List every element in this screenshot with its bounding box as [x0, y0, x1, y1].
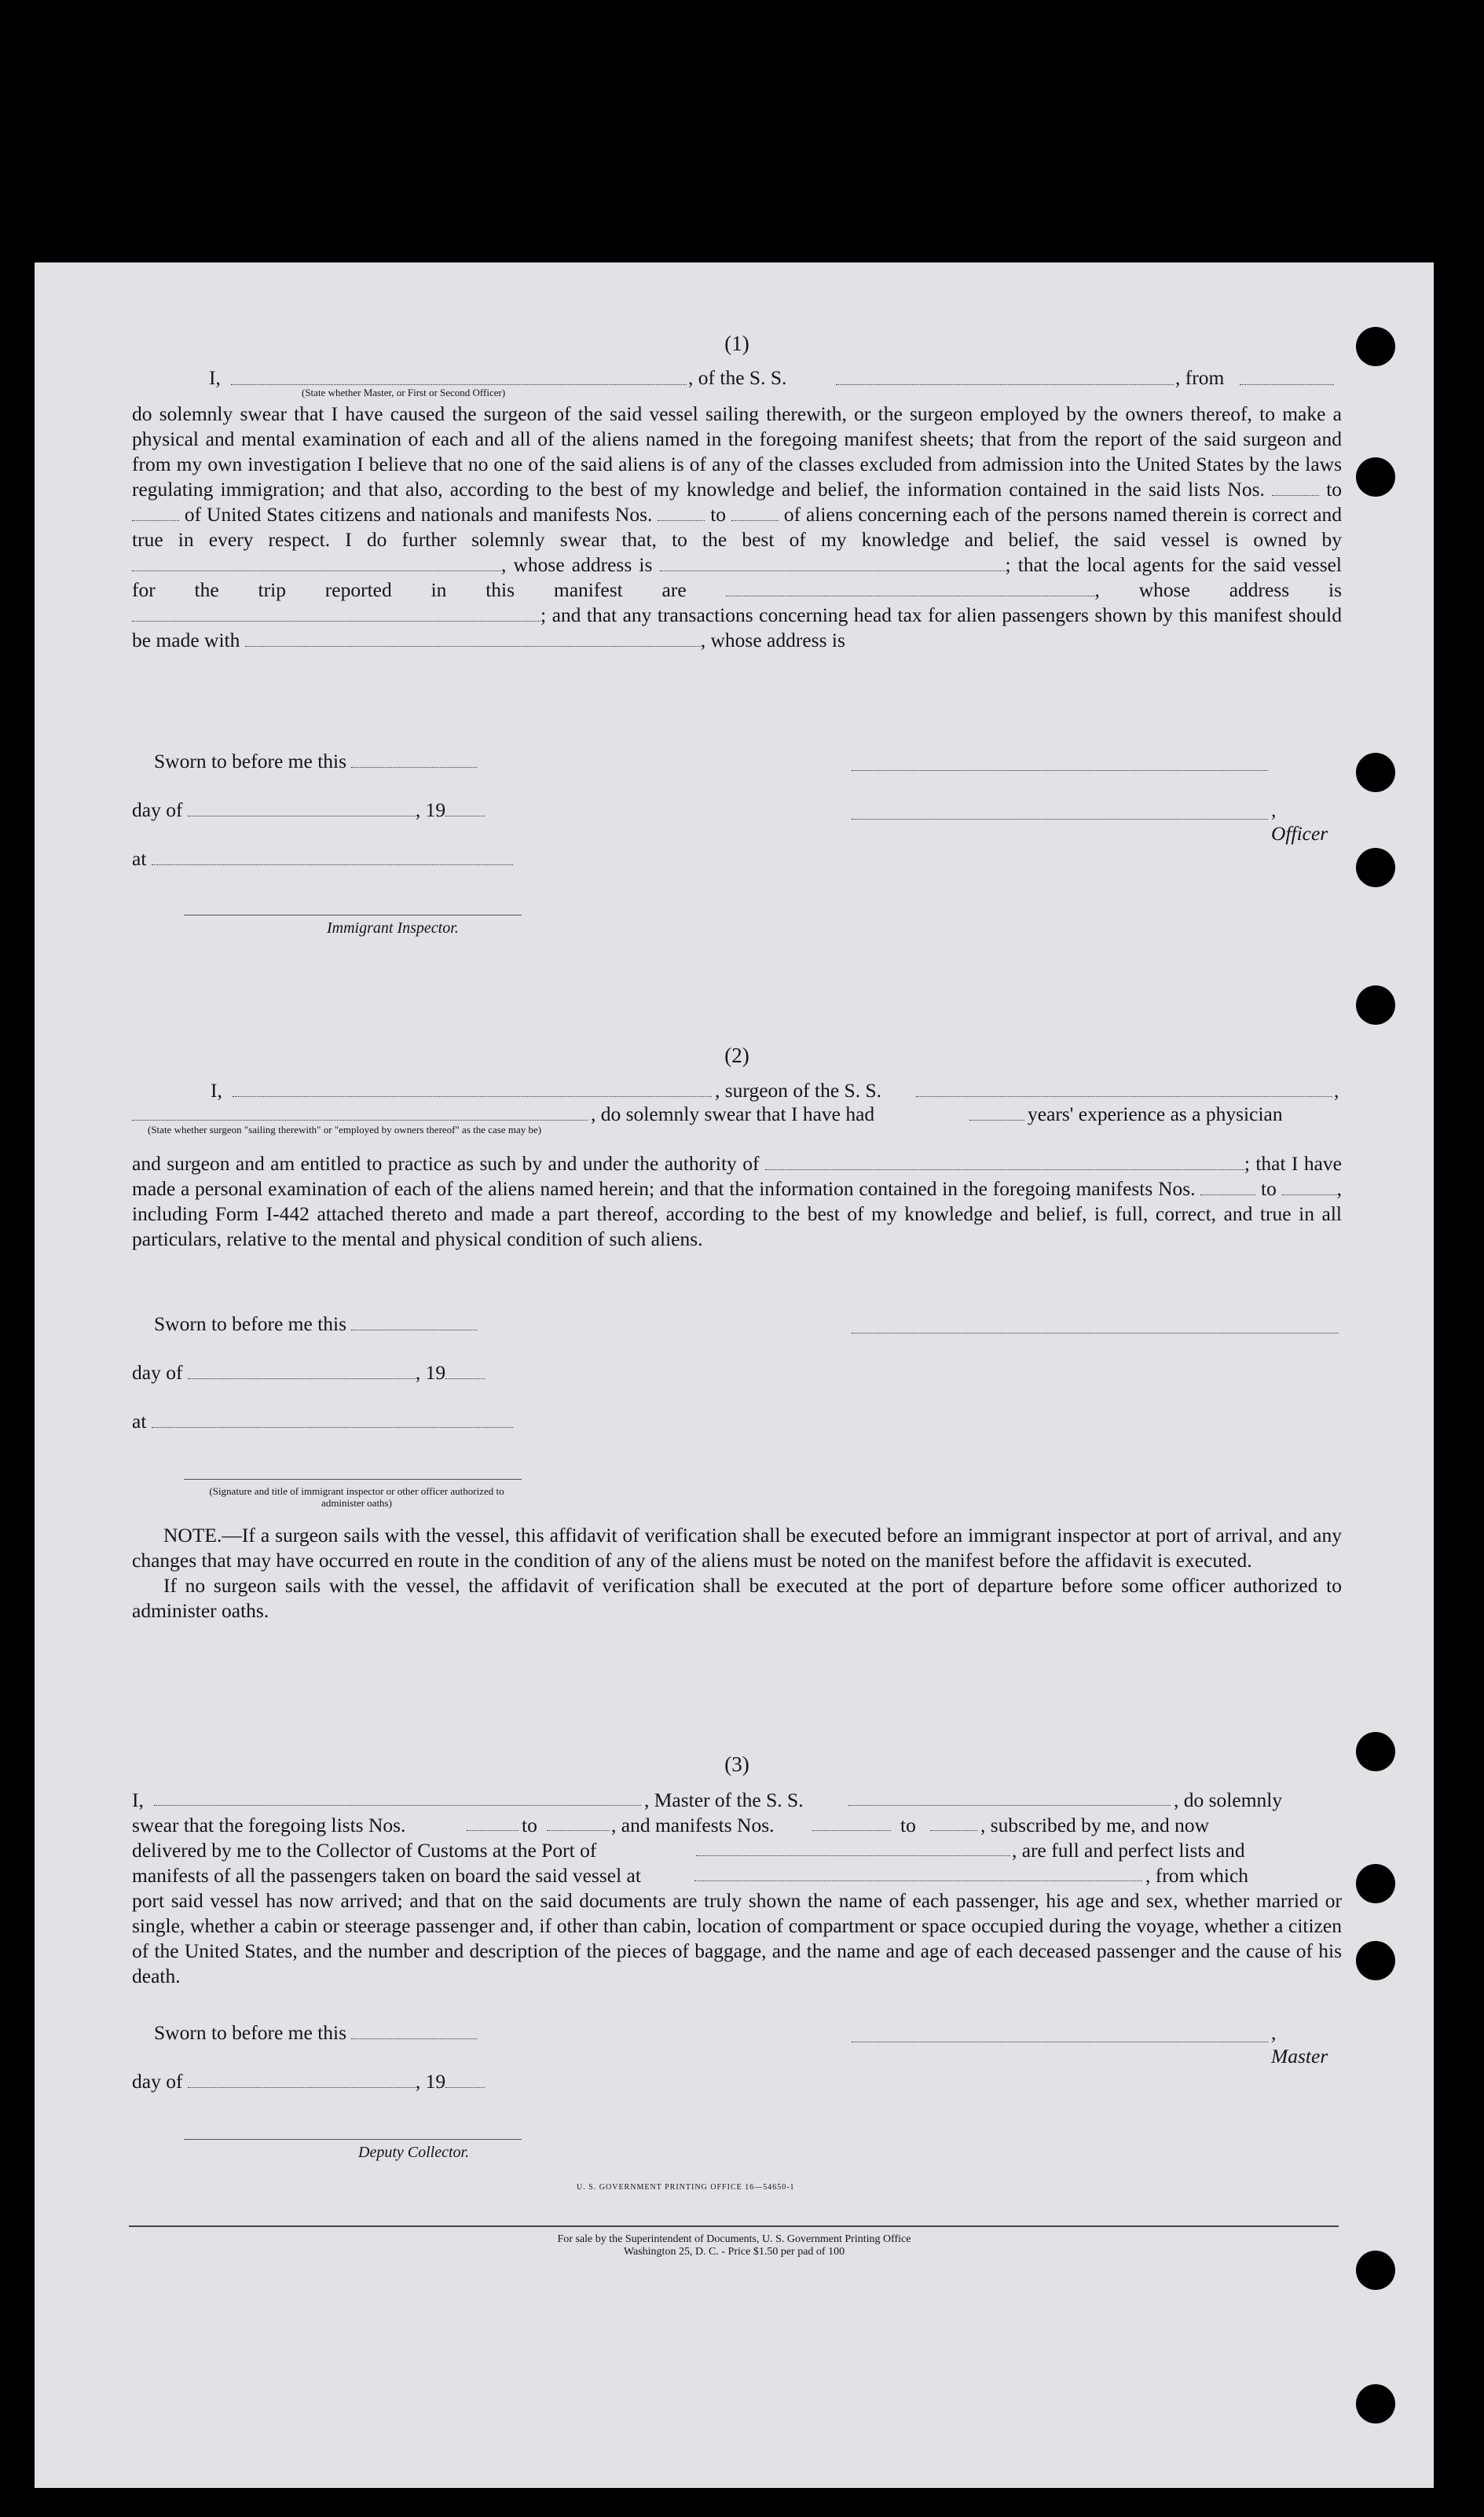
manifests-from-field[interactable] [658, 520, 705, 521]
vessel-name-field[interactable] [836, 384, 1174, 385]
port-line: delivered by me to the Collector of Customs at the Port of , are full and perfect lists and [132, 1839, 1245, 1862]
note-paragraph-1: NOTE.—If a surgeon sails with the vessel, this affidavit of verification shall be executed before an immigrant inspector at port of arrival, and any changes that may have occurred en route in the condition of any of the aliens must be noted on the manifest before the affidavit is executed. [132, 1524, 1342, 1572]
master-manifests-from-field[interactable] [812, 1830, 891, 1831]
lists-to-field[interactable] [132, 520, 179, 521]
sale-line-2: Washington 25, D. C. - Price $1.50 per pad of 100 [623, 2246, 845, 2258]
section3-fields [132, 1788, 1342, 1989]
sworn-row-1: Sworn to before me this [154, 750, 1332, 798]
punch-hole [1356, 2384, 1395, 2423]
officer-title-field[interactable] [852, 819, 1268, 820]
surgeon-line: I, , surgeon of the S. S. , [211, 1079, 1339, 1102]
form-page [35, 262, 1434, 2488]
officer-line: I, , of the S. S. , from (State whether Master, or First or Second Officer) [132, 367, 1342, 402]
at-row-2: at [132, 1410, 603, 1458]
surgeon-caption: (State whether surgeon "sailing therewith" or "employed by owners thereof" as the case may be) [148, 1124, 542, 1136]
witness-signature-line [184, 1479, 522, 1480]
from-port-field[interactable] [1240, 384, 1334, 385]
sworn-row-3: Sworn to before me this , Master [154, 2021, 1328, 2068]
day-row-1: day of , 19 , Officer [132, 798, 1328, 845]
manifests-to-field[interactable] [731, 520, 779, 521]
surgeon-line-2: , do solemnly swear that I have had years' experience as a physician (State whether surgeon "sailing therewith" or "employed by owners thereof" as the case may be) [132, 1103, 1342, 1151]
master-manifests-to-field[interactable] [930, 1830, 977, 1831]
gpo-imprint: U. S. GOVERNMENT PRINTING OFFICE 16—54650-1 [577, 2183, 795, 2192]
section-number: (1) [724, 332, 749, 355]
affidavit-master-section [132, 332, 1342, 653]
punch-hole [1356, 457, 1395, 497]
master-lists-from-field[interactable] [467, 1830, 518, 1831]
master-lists-to-field[interactable] [547, 1830, 610, 1831]
year-field[interactable] [445, 2087, 485, 2088]
note-paragraph-2: If no surgeon sails with the vessel, the affidavit of verification shall be executed at the port of departure before some officer authorized to administer oaths. [132, 1574, 1342, 1622]
sworn-day-field[interactable] [351, 767, 477, 768]
punch-hole [1356, 327, 1395, 366]
punch-hole [1356, 753, 1395, 792]
punch-hole [1356, 985, 1395, 1025]
agents-address-field[interactable] [132, 621, 540, 622]
officer-caption: (State whether Master, or First or Second Officer) [302, 387, 506, 398]
section-number: (3) [724, 1752, 749, 1776]
surgeon-manifests-from-field[interactable] [1200, 1194, 1255, 1195]
authority-field[interactable] [765, 1169, 1244, 1170]
punch-hole [1356, 1732, 1395, 1771]
boarding-port-field[interactable] [694, 1880, 1142, 1881]
master-line: I, , Master of the S. S. , do solemnly [132, 1789, 1283, 1811]
sworn-row-2: Sworn to before me this [154, 1312, 1332, 1361]
at-row-1: at [132, 847, 603, 896]
day-of-field[interactable] [188, 1378, 416, 1379]
witness-caption: (Signature and title of immigrant inspector or other officer authorized to administer oaths) [209, 1485, 504, 1509]
day-row-2: day of , 19 [132, 1361, 682, 1410]
section-number: (2) [724, 1044, 749, 1067]
at-place-field[interactable] [152, 864, 513, 865]
sale-line-1: For sale by the Superintendent of Documents, U. S. Government Printing Office [557, 2233, 911, 2245]
section3-paragraph: port said vessel has now arrived; and that on the said documents are truly shown the name of each passenger, his age and sex, whether married or single, whether a cabin or steerage passenger and, if other than cabin, location of compartment or space occupied during the voyage, whether a citizen of the United States, and the number and description of the pieces of baggage, and the name and age of each deceased passenger and the cause of his death. [132, 1889, 1342, 1987]
boarding-line: manifests of all the passengers taken on board the said vessel at , from which [132, 1864, 1249, 1887]
punch-hole [1356, 1864, 1395, 1903]
surgeon-manifests-to-field[interactable] [1282, 1194, 1337, 1195]
deputy-caption: Deputy Collector. [358, 2144, 470, 2161]
section2-paragraph: and surgeon and am entitled to practice as such by and under the authority of ; that I have made a personal examination of each of the aliens named herein; and that the information contained in the foregoing manifests Nos. to , including Form I-442 attached thereto and made a part thereof, according to the best of my knowledge and belief, is full, correct, and true in all particulars, relative to the mental and physical condition of such aliens. [132, 1152, 1343, 1250]
master-vessel-field[interactable] [848, 1805, 1171, 1806]
lists-line: swear that the foregoing lists Nos. to , and manifests Nos. to , subscribed by me, and now [132, 1814, 1210, 1836]
surgeon-vessel-field[interactable] [916, 1096, 1332, 1097]
surgeon-signature-field[interactable] [852, 1333, 1339, 1334]
day-row-3: day of , 19 [132, 2070, 682, 2119]
deputy-signature-line [184, 2139, 522, 2140]
port-field[interactable] [696, 1855, 1010, 1856]
section1-paragraph: do solemnly swear that I have caused the surgeon of the said vessel sailing therewith, or the surgeon employed by the owners thereof, to make a physical and mental examination of each and all of the aliens named in the foregoing manifest sheets; that from the report of the said surgeon and from my own investigation I believe that no one of the said aliens is of any of the classes excluded from admission into the United States by the laws regulating immigration; and that also, according to the best of my knowledge and belief, the information contained in the said lists Nos. to of United States citizens and nationals and manifests Nos. to of aliens concerning each of the persons named therein is correct and true in every respect. I do further solemnly swear that, to the best of my knowledge and belief, the said vessel is owned by , whose address is ; that the local agents for the said vessel for the trip reported in this manifest are , whose address is ; and that any transactions concerning head tax for alien passengers shown by this manifest should be made with , whose address is [132, 402, 1343, 651]
inspector-caption: Immigrant Inspector. [327, 919, 459, 937]
officer-name-field[interactable] [231, 384, 687, 385]
year-field[interactable] [445, 1378, 485, 1379]
surgeon-name-field[interactable] [233, 1096, 712, 1097]
years-experience-field[interactable] [969, 1120, 1024, 1121]
affidavit-surgeon-section [132, 1044, 1342, 1252]
at-place-field[interactable] [152, 1427, 513, 1428]
affidavit-delivery-section [132, 1752, 1342, 1989]
footer-rule [129, 2225, 1339, 2227]
sworn-day-field[interactable] [351, 2038, 477, 2039]
note-block [132, 1523, 1342, 1624]
head-tax-agent-field[interactable] [245, 646, 701, 647]
surgeon-status-field[interactable] [132, 1120, 588, 1121]
day-of-field[interactable] [188, 2087, 416, 2088]
punch-hole [1356, 848, 1395, 887]
punch-hole [1356, 1941, 1395, 1980]
lists-from-field[interactable] [1272, 495, 1319, 496]
officer-signature-field[interactable] [852, 770, 1268, 771]
master-name-field[interactable] [154, 1805, 641, 1806]
